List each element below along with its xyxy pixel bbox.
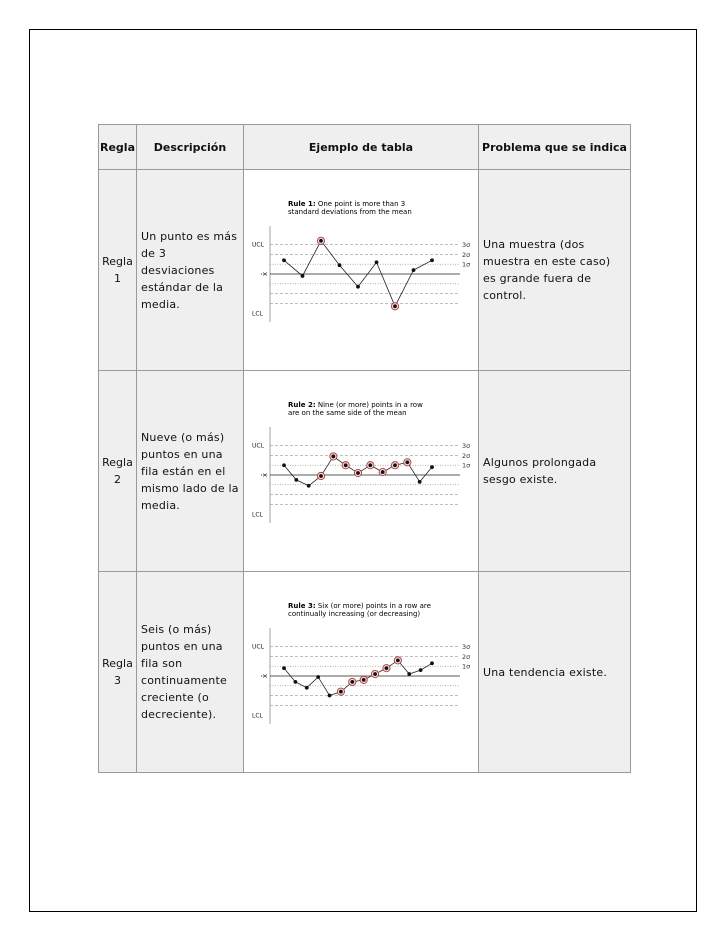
- chart-title-line2: are on the same side of the mean: [288, 408, 407, 417]
- header-rule: Regla: [99, 125, 137, 170]
- data-point: [331, 454, 335, 458]
- data-point: [307, 483, 311, 487]
- chart-title-line2: continually increasing (or decreasing): [288, 609, 421, 618]
- data-point: [319, 238, 323, 242]
- data-point: [430, 661, 434, 665]
- chart-title-line1: Rule 3: Six (or more) points in a row are: [288, 601, 431, 610]
- data-point: [375, 260, 379, 264]
- data-point: [393, 304, 397, 308]
- example-chart-cell: [244, 170, 479, 371]
- sigma-label: 1σ: [462, 461, 471, 470]
- sigma-label: 2σ: [462, 451, 471, 460]
- rule-description: Un punto es más de 3 desviaciones estándar de la media.: [137, 170, 244, 371]
- data-point: [412, 268, 416, 272]
- sigma-label: 1σ: [462, 260, 471, 269]
- data-point: [356, 471, 360, 475]
- table-row: [99, 170, 631, 371]
- problem-text: Una tendencia existe.: [479, 572, 631, 773]
- data-point: [418, 479, 422, 483]
- problem-text: Una muestra (dos muestra en este caso) es grande fuera de control.: [479, 170, 631, 371]
- lcl-label: LCL: [252, 711, 263, 719]
- control-chart: [248, 395, 474, 545]
- rules-table: [98, 124, 631, 773]
- mean-label: x̄: [261, 673, 269, 678]
- rule-name: Regla 2: [99, 371, 137, 572]
- rule-name: Regla 1: [99, 170, 137, 371]
- data-point: [344, 463, 348, 467]
- data-point: [405, 460, 409, 464]
- header-problem: Problema que se indica: [479, 125, 631, 170]
- data-point: [373, 672, 377, 676]
- data-point: [381, 470, 385, 474]
- data-point: [305, 685, 309, 689]
- ucl-label: UCL: [252, 643, 264, 651]
- data-point: [407, 672, 411, 676]
- header-example: Ejemplo de tabla: [244, 125, 479, 170]
- data-point: [350, 679, 354, 683]
- data-point: [338, 263, 342, 267]
- chart-title-line1: Rule 1: One point is more than 3: [288, 199, 406, 208]
- mean-label: x̄: [261, 271, 269, 276]
- data-point: [419, 668, 423, 672]
- series-line: [284, 660, 432, 695]
- data-point: [301, 274, 305, 278]
- sigma-label: 2σ: [462, 250, 471, 259]
- chart-title-line1: Rule 2: Nine (or more) points in a row: [288, 400, 423, 409]
- data-point: [316, 675, 320, 679]
- control-chart: [248, 194, 474, 344]
- table-row: [99, 371, 631, 572]
- ucl-label: UCL: [252, 241, 264, 249]
- data-point: [430, 258, 434, 262]
- data-point: [319, 474, 323, 478]
- data-point: [294, 477, 298, 481]
- problem-text: Algunos prolongada sesgo existe.: [479, 371, 631, 572]
- ucl-label: UCL: [252, 442, 264, 450]
- data-point: [282, 258, 286, 262]
- data-point: [385, 666, 389, 670]
- sigma-label: 3σ: [462, 642, 471, 651]
- lcl-label: LCL: [252, 309, 263, 317]
- header-row: [99, 125, 631, 170]
- control-chart: [248, 596, 474, 746]
- example-chart-cell: [244, 371, 479, 572]
- data-point: [328, 693, 332, 697]
- data-point: [430, 465, 434, 469]
- sigma-label: 3σ: [462, 441, 471, 450]
- series-line: [284, 240, 432, 306]
- data-point: [356, 284, 360, 288]
- data-point: [282, 463, 286, 467]
- data-point: [393, 463, 397, 467]
- data-point: [282, 666, 286, 670]
- data-point: [362, 678, 366, 682]
- sigma-label: 2σ: [462, 652, 471, 661]
- sigma-label: 3σ: [462, 240, 471, 249]
- data-point: [396, 658, 400, 662]
- rule-description: Nueve (o más) puntos en una fila están en el mismo lado de la media.: [137, 371, 244, 572]
- table-row: [99, 572, 631, 773]
- header-description: Descripción: [137, 125, 244, 170]
- data-point: [368, 463, 372, 467]
- rule-name: Regla 3: [99, 572, 137, 773]
- sigma-label: 1σ: [462, 662, 471, 671]
- chart-title-line2: standard deviations from the mean: [288, 207, 412, 216]
- example-chart-cell: [244, 572, 479, 773]
- rule-description: Seis (o más) puntos en una fila son continuamente creciente (o decreciente).: [137, 572, 244, 773]
- data-point: [293, 679, 297, 683]
- data-point: [339, 689, 343, 693]
- lcl-label: LCL: [252, 510, 263, 518]
- mean-label: x̄: [261, 472, 269, 477]
